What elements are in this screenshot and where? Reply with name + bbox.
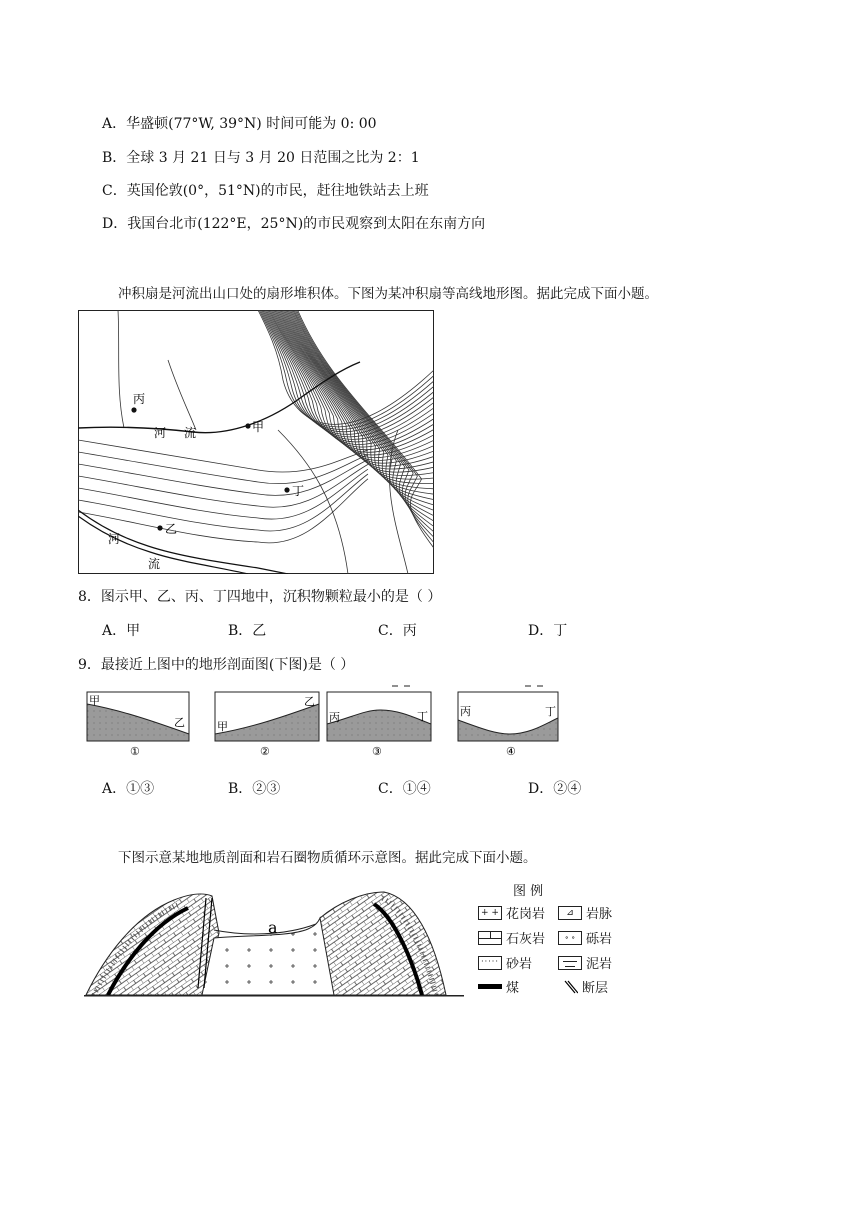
q7-option-a: A．华盛顿(77°W, 39°N) 时间可能为 0: 00: [102, 116, 377, 132]
profile-figures: [80, 684, 570, 764]
svg-text:丙: 丙: [329, 711, 340, 724]
map-label-liu1: 流: [184, 426, 197, 440]
map-label-ding: 丁: [292, 484, 305, 498]
q9-option-d: D．②④: [528, 781, 582, 797]
q8-option-b: B．乙: [228, 623, 267, 639]
q9-option-c: C．①④: [378, 781, 431, 797]
fault-symbol: [562, 980, 578, 994]
map-label-bing: 丙: [133, 392, 146, 406]
geology-cross-section: [84, 878, 464, 1000]
svg-text:①: ①: [130, 745, 140, 758]
sandstone-symbol: ·····: [478, 956, 502, 970]
q7-option-b: B．全球 3 月 21 日与 3 月 20 日范围之比为 2：1: [102, 150, 420, 166]
svg-text:丁: 丁: [417, 710, 428, 723]
svg-text:丁: 丁: [545, 705, 556, 718]
conglomerate-symbol: ∘ ∘: [558, 931, 582, 945]
contour-map: [78, 310, 434, 574]
legend-coal: 煤: [478, 977, 519, 996]
legend-dike: ⊿ 岩脉: [558, 903, 612, 922]
map-label-jia: 甲: [252, 420, 265, 434]
svg-text:甲: 甲: [217, 720, 228, 733]
profile-2: [215, 692, 319, 758]
granite-symbol: + +: [478, 906, 502, 920]
map-label-yi: 乙: [165, 522, 178, 536]
svg-text:④: ④: [506, 745, 516, 758]
q9-option-a: A．①③: [102, 781, 155, 797]
svg-text:②: ②: [260, 745, 270, 758]
q8-option-c: C．丙: [378, 623, 417, 639]
q7-option-d: D．我国台北市(122°E，25°N)的市民观察到太阳在东南方向: [102, 216, 486, 232]
svg-text:③: ③: [372, 745, 382, 758]
legend-title: 图 例: [513, 884, 544, 899]
legend-conglomerate: ∘ ∘ 砾岩: [558, 928, 612, 947]
svg-text:乙: 乙: [174, 716, 185, 729]
legend-limestone: 石灰岩: [478, 928, 545, 947]
legend-sandstone: ····· 砂岩: [478, 953, 532, 972]
q9-option-b: B．②③: [228, 781, 281, 797]
legend-fault: 断层: [562, 977, 608, 996]
passage-geology: 下图示意某地地质剖面和岩石圈物质循环示意图。据此完成下面小题。: [118, 850, 537, 866]
svg-text:乙: 乙: [304, 695, 315, 708]
limestone-symbol: [478, 931, 502, 945]
profile-1: [87, 692, 189, 758]
q8-option-a: A．甲: [102, 623, 141, 639]
svg-text:丙: 丙: [460, 705, 471, 718]
dike-symbol: ⊿: [558, 906, 582, 920]
mudstone-symbol: [558, 956, 582, 970]
map-label-liu2: 流: [148, 557, 161, 571]
profile-3: [327, 686, 431, 758]
coal-symbol: [478, 984, 502, 989]
q8-stem: 8．图示甲、乙、丙、丁四地中，沉积物颗粒最小的是（ ）: [78, 589, 442, 605]
map-label-he2: 河: [108, 532, 121, 546]
geology-label-a: a: [268, 918, 278, 937]
svg-text:甲: 甲: [89, 694, 100, 707]
passage-alluvial-fan: 冲积扇是河流出山口处的扇形堆积体。下图为某冲积扇等高线地形图。据此完成下面小题。: [118, 286, 658, 302]
map-label-he1: 河: [154, 426, 167, 440]
q7-option-c: C．英国伦敦(0°，51°N)的市民，赶往地铁站去上班: [102, 183, 429, 199]
q9-stem: 9．最接近上图中的地形剖面图(下图)是（ ）: [78, 657, 355, 673]
profile-4: [458, 686, 558, 758]
q8-option-d: D．丁: [528, 623, 568, 639]
legend-granite: + + 花岗岩: [478, 903, 545, 922]
legend-mudstone: 泥岩: [558, 953, 612, 972]
